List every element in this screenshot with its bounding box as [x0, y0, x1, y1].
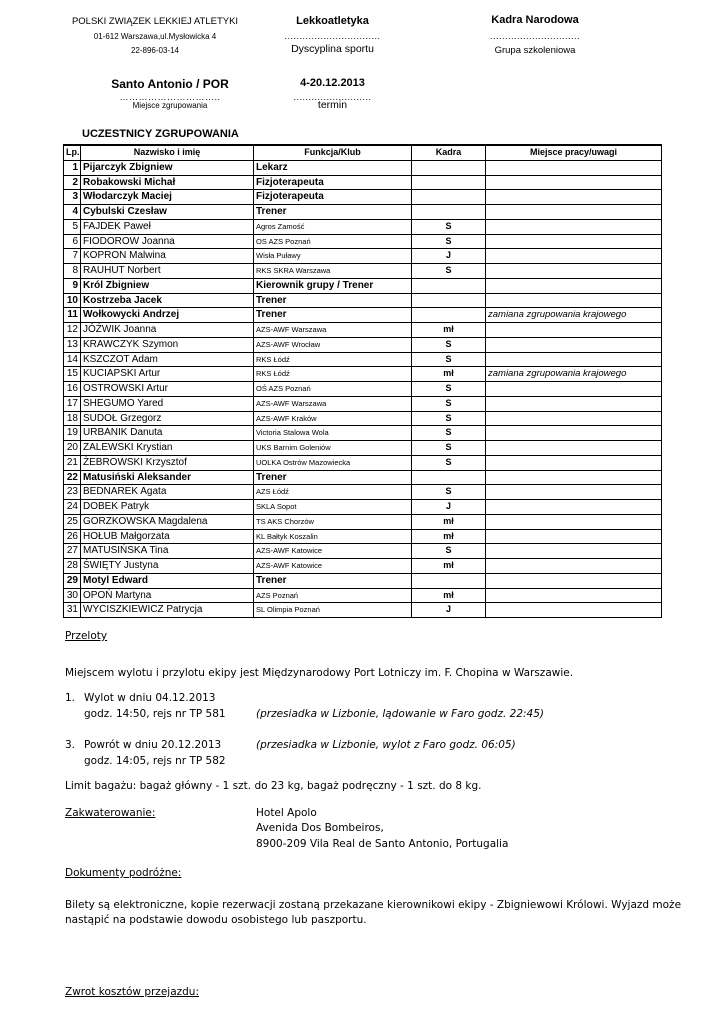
notes: [486, 573, 662, 588]
table-row: [64, 278, 662, 293]
participant-name: FAJDEK Paweł: [81, 219, 254, 234]
kadra-level: J: [412, 603, 486, 618]
function-club: Trener: [254, 573, 412, 588]
flight-2-number: 3.: [65, 739, 76, 751]
kadra-level: [412, 278, 486, 293]
table-row: [64, 603, 662, 618]
kadra-level: [412, 205, 486, 220]
function-club: OŚ AZS Poznań: [254, 382, 412, 397]
row-number: 2: [64, 175, 81, 190]
row-number: 17: [64, 396, 81, 411]
documents-text-line-2: nastąpić na podstawie dowodu osobistego lub paszportu.: [65, 914, 367, 926]
table-row: [64, 190, 662, 205]
participant-name: MATUSIŃSKA Tina: [81, 544, 254, 559]
notes: [486, 529, 662, 544]
flight-1-time: godz. 14:50, rejs nr TP 581: [84, 708, 226, 720]
notes: [486, 278, 662, 293]
table-row: [64, 219, 662, 234]
row-number: 13: [64, 337, 81, 352]
table-row: [64, 308, 662, 323]
row-number: 7: [64, 249, 81, 264]
notes: [486, 382, 662, 397]
function-club: Lekarz: [254, 160, 412, 175]
table-row: [64, 470, 662, 485]
table-row: [64, 160, 662, 175]
flight-2-time: godz. 14:05, rejs nr TP 582: [84, 755, 226, 767]
org-phone: 22-896-03-14: [130, 46, 180, 55]
function-club: SKLA Sopot: [254, 500, 412, 515]
discipline-dots: ................................: [284, 31, 381, 41]
hotel-city: 8900-209 Vila Real de Santo Antonio, Portugalia: [256, 838, 509, 850]
participant-name: SUDOŁ Grzegorz: [81, 411, 254, 426]
participant-name: Robakowski Michał: [81, 175, 254, 190]
participant-name: WYCISZKIEWICZ Patrycja: [81, 603, 254, 618]
notes: [486, 588, 662, 603]
table-row: [64, 293, 662, 308]
row-number: 14: [64, 352, 81, 367]
notes: [486, 190, 662, 205]
participant-name: Pijarczyk Zbigniew: [81, 160, 254, 175]
function-club: Fizjoterapeuta: [254, 190, 412, 205]
flight-2-date: Powrót w dniu 20.12.2013: [84, 739, 222, 751]
function-club: KL Bałtyk Koszalin: [254, 529, 412, 544]
kadra-level: [412, 573, 486, 588]
notes: zamiana zgrupowania krajowego: [486, 308, 662, 323]
table-row: [64, 559, 662, 574]
row-number: 29: [64, 573, 81, 588]
participant-name: ZALEWSKI Krystian: [81, 441, 254, 456]
notes: [486, 160, 662, 175]
kadra-level: S: [412, 485, 486, 500]
function-club: AZS-AWF Katowice: [254, 559, 412, 574]
notes: [486, 514, 662, 529]
kadra-level: S: [412, 411, 486, 426]
row-number: 19: [64, 426, 81, 441]
group-dots: ..............................: [489, 31, 580, 41]
participant-name: URBANIK Danuta: [81, 426, 254, 441]
table-row: [64, 396, 662, 411]
baggage-limit: Limit bagażu: bagaż główny - 1 szt. do 23 kg, bagaż podręczny - 1 szt. do 8 kg.: [65, 780, 482, 792]
table-row: [64, 588, 662, 603]
kadra-level: mł: [412, 588, 486, 603]
flight-2-note: (przesiadka w Lizbonie, wylot z Faro godz. 06:05): [256, 739, 516, 751]
table-row: [64, 529, 662, 544]
row-number: 9: [64, 278, 81, 293]
function-club: RKS SKRA Warszawa: [254, 264, 412, 279]
kadra-level: mł: [412, 529, 486, 544]
col-header-kadra: Kadra: [412, 145, 486, 160]
function-club: TS AKS Chorzów: [254, 514, 412, 529]
participant-name: Motyl Edward: [81, 573, 254, 588]
place-value: Santo Antonio / POR: [111, 77, 229, 91]
hotel-street: Avenida Dos Bombeiros,: [256, 822, 384, 834]
function-club: Agros Zamość: [254, 219, 412, 234]
table-row: [64, 264, 662, 279]
table-body: [64, 160, 662, 617]
row-number: 8: [64, 264, 81, 279]
function-club: Kierownik grupy / Trener: [254, 278, 412, 293]
table-row: [64, 573, 662, 588]
row-number: 12: [64, 323, 81, 338]
kadra-level: [412, 470, 486, 485]
kadra-level: J: [412, 500, 486, 515]
kadra-level: S: [412, 352, 486, 367]
row-number: 1: [64, 160, 81, 175]
participant-name: Włodarczyk Maciej: [81, 190, 254, 205]
participant-name: BEDNAREK Agata: [81, 485, 254, 500]
kadra-level: [412, 175, 486, 190]
row-number: 31: [64, 603, 81, 618]
row-number: 26: [64, 529, 81, 544]
flight-1-number: 1.: [65, 692, 76, 704]
notes: [486, 175, 662, 190]
participant-name: DOBEK Patryk: [81, 500, 254, 515]
function-club: AZS-AWF Kraków: [254, 411, 412, 426]
table-row: [64, 205, 662, 220]
kadra-level: S: [412, 382, 486, 397]
participant-name: HOŁUB Małgorzata: [81, 529, 254, 544]
kadra-level: S: [412, 337, 486, 352]
participant-name: KRAWCZYK Szymon: [81, 337, 254, 352]
notes: [486, 426, 662, 441]
col-header-notes: Miejsce pracy/uwagi: [486, 145, 662, 160]
notes: [486, 485, 662, 500]
kadra-level: S: [412, 219, 486, 234]
function-club: AZS-AWF Wrocław: [254, 337, 412, 352]
notes: [486, 411, 662, 426]
row-number: 22: [64, 470, 81, 485]
col-header-function: Funkcja/Klub: [254, 145, 412, 160]
org-address: 01-612 Warszawa,ul.Mysłowicka 4: [93, 32, 217, 41]
function-club: RKS Łódź: [254, 367, 412, 382]
participant-name: Matusiński Aleksander: [81, 470, 254, 485]
kadra-level: [412, 308, 486, 323]
row-number: 5: [64, 219, 81, 234]
row-number: 24: [64, 500, 81, 515]
row-number: 15: [64, 367, 81, 382]
col-header-name: Nazwisko i imię: [81, 145, 254, 160]
term-value: 4-20.12.2013: [300, 77, 365, 89]
notes: [486, 500, 662, 515]
row-number: 3: [64, 190, 81, 205]
place-label: Miejsce zgrupowania: [132, 101, 208, 110]
kadra-level: S: [412, 426, 486, 441]
function-club: AZS-AWF Warszawa: [254, 323, 412, 338]
notes: [486, 264, 662, 279]
row-number: 23: [64, 485, 81, 500]
function-club: Trener: [254, 308, 412, 323]
discipline-value: Lekkoatletyka: [296, 15, 369, 27]
function-club: AZS Łódź: [254, 485, 412, 500]
row-number: 6: [64, 234, 81, 249]
participant-name: OSTROWSKI Artur: [81, 382, 254, 397]
table-row: [64, 367, 662, 382]
section-title: UCZESTNICY ZGRUPOWANIA: [82, 128, 239, 140]
kadra-level: mł: [412, 323, 486, 338]
row-number: 4: [64, 205, 81, 220]
notes: [486, 559, 662, 574]
table-row: [64, 441, 662, 456]
row-number: 30: [64, 588, 81, 603]
kadra-level: mł: [412, 559, 486, 574]
notes: [486, 603, 662, 618]
notes: [486, 249, 662, 264]
function-club: Trener: [254, 470, 412, 485]
function-club: UOLKA Ostrów Mazowiecka: [254, 455, 412, 470]
documents-text-line-1: Bilety są elektroniczne, kopie rezerwacji zostaną przekazane kierownikowi ekipy - Zbigniewowi Królowi. Wyjazd może: [65, 899, 682, 911]
table-row: [64, 411, 662, 426]
participant-name: ŻEBROWSKI Krzysztof: [81, 455, 254, 470]
function-club: Wisła Puławy: [254, 249, 412, 264]
notes: [486, 455, 662, 470]
row-number: 20: [64, 441, 81, 456]
table-row: [64, 382, 662, 397]
group-value: Kadra Narodowa: [491, 14, 579, 26]
hotel-name: Hotel Apolo: [256, 807, 317, 819]
term-dots: ..........................: [293, 92, 372, 102]
notes: [486, 441, 662, 456]
table-row: [64, 514, 662, 529]
flights-heading: Przeloty: [65, 630, 108, 642]
kadra-level: mł: [412, 514, 486, 529]
participant-name: OPOŃ Martyna: [81, 588, 254, 603]
kadra-level: [412, 190, 486, 205]
participant-name: Wołkowycki Andrzej: [81, 308, 254, 323]
function-club: Trener: [254, 293, 412, 308]
participant-name: FIODOROW Joanna: [81, 234, 254, 249]
function-club: RKS Łódź: [254, 352, 412, 367]
participant-name: ŚWIĘTY Justyna: [81, 559, 254, 574]
function-club: Fizjoterapeuta: [254, 175, 412, 190]
row-number: 10: [64, 293, 81, 308]
notes: [486, 205, 662, 220]
table-row: [64, 426, 662, 441]
participant-name: KUCIAPSKI Artur: [81, 367, 254, 382]
function-club: SL Olimpia Poznań: [254, 603, 412, 618]
participant-name: SHEGUMO Yared: [81, 396, 254, 411]
term-label: termin: [317, 99, 348, 111]
row-number: 11: [64, 308, 81, 323]
function-club: OS AZS Poznań: [254, 234, 412, 249]
kadra-level: S: [412, 441, 486, 456]
notes: [486, 234, 662, 249]
table-row: [64, 544, 662, 559]
org-name: POLSKI ZWIĄZEK LEKKIEJ ATLETYKI: [71, 16, 239, 27]
table-row: [64, 455, 662, 470]
notes: [486, 337, 662, 352]
flights-intro: Miejscem wylotu i przylotu ekipy jest Międzynarodowy Port Lotniczy im. F. Chopina w Warszawie.: [65, 667, 574, 679]
notes: [486, 396, 662, 411]
kadra-level: S: [412, 234, 486, 249]
notes: [486, 323, 662, 338]
accommodation-heading: Zakwaterowanie:: [65, 807, 156, 819]
row-number: 18: [64, 411, 81, 426]
table-row: [64, 485, 662, 500]
function-club: Victoria Stalowa Wola: [254, 426, 412, 441]
kadra-level: S: [412, 396, 486, 411]
row-number: 28: [64, 559, 81, 574]
notes: [486, 470, 662, 485]
participant-name: Kostrzeba Jacek: [81, 293, 254, 308]
discipline-label: Dyscyplina sportu: [291, 43, 374, 55]
table-row: [64, 234, 662, 249]
participant-name: JÓŹWIK Joanna: [81, 323, 254, 338]
place-dots: …………………………..: [119, 92, 221, 102]
function-club: Trener: [254, 205, 412, 220]
participant-name: Cybulski Czesław: [81, 205, 254, 220]
participant-name: RAUHUT Norbert: [81, 264, 254, 279]
row-number: 25: [64, 514, 81, 529]
group-label: Grupa szkoleniowa: [494, 45, 576, 56]
function-club: AZS Poznań: [254, 588, 412, 603]
kadra-level: [412, 293, 486, 308]
row-number: 27: [64, 544, 81, 559]
notes: zamiana zgrupowania krajowego: [486, 367, 662, 382]
participant-name: GORZKOWSKA Magdalena: [81, 514, 254, 529]
notes: [486, 352, 662, 367]
table-row: [64, 352, 662, 367]
table-row: [64, 175, 662, 190]
table-row: [64, 323, 662, 338]
participants-table: [63, 144, 662, 618]
row-number: 21: [64, 455, 81, 470]
participant-name: Król Zbigniew: [81, 278, 254, 293]
kadra-level: S: [412, 544, 486, 559]
participant-name: KSZCZOT Adam: [81, 352, 254, 367]
function-club: UKS Barnim Goleniów: [254, 441, 412, 456]
col-header-lp: Lp.: [64, 145, 81, 160]
documents-heading: Dokumenty podróżne:: [65, 867, 182, 879]
table-row: [64, 249, 662, 264]
kadra-level: S: [412, 264, 486, 279]
row-number: 16: [64, 382, 81, 397]
notes: [486, 544, 662, 559]
function-club: AZS-AWF Katowice: [254, 544, 412, 559]
flight-1-date: Wylot w dniu 04.12.2013: [84, 692, 216, 704]
kadra-level: [412, 160, 486, 175]
notes: [486, 219, 662, 234]
participant-name: KOPRON Malwina: [81, 249, 254, 264]
flight-1-note: (przesiadka w Lizbonie, lądowanie w Faro godz. 22:45): [256, 708, 544, 720]
function-club: AZS-AWF Warszawa: [254, 396, 412, 411]
table-row: [64, 337, 662, 352]
kadra-level: J: [412, 249, 486, 264]
notes: [486, 293, 662, 308]
table-row: [64, 500, 662, 515]
refund-heading: Zwrot kosztów przejazdu:: [65, 986, 199, 998]
table-header-row: [64, 145, 662, 160]
kadra-level: mł: [412, 367, 486, 382]
kadra-level: S: [412, 455, 486, 470]
